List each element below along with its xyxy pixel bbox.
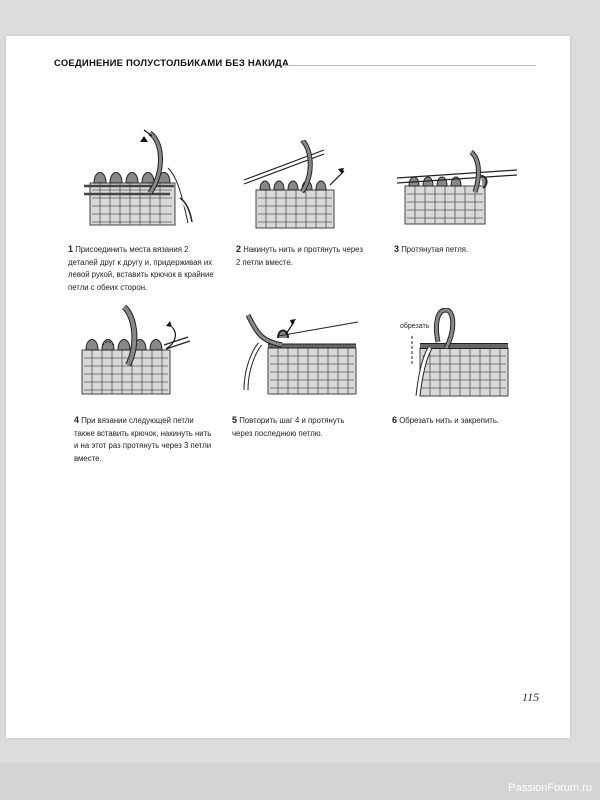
- step-2-illustration: [240, 140, 360, 235]
- step-1-illustration: [80, 128, 205, 233]
- step-4-caption: [74, 414, 214, 465]
- step-3-illustration: [395, 150, 520, 230]
- watermark: PassionForum.ru: [508, 782, 592, 794]
- step-5-caption: [232, 414, 364, 440]
- step-4-illustration: [74, 305, 199, 400]
- step-6-number: 6: [392, 415, 398, 425]
- step-1-number: 1: [68, 244, 74, 254]
- step-3-text: Протянутая петля.: [401, 245, 469, 254]
- page-title: СОЕДИНЕНИЕ ПОЛУСТОЛБИКАМИ БЕЗ НАКИДА: [54, 58, 290, 69]
- step-5-illustration: [238, 310, 363, 400]
- step-4-text: При вязании следующей петли также вставить крючок, накинуть нить и на этот раз протянуть через 3 петли вместе.: [74, 416, 212, 463]
- step-3-caption: [394, 243, 524, 257]
- step-5-number: 5: [232, 415, 238, 425]
- cut-label: обрезать: [400, 323, 430, 330]
- step-1-caption: [68, 243, 218, 294]
- step-3-number: 3: [394, 244, 400, 254]
- step-2-caption: [236, 243, 364, 269]
- step-5-text: Повторить шаг 4 и протянуть через последнюю петлю.: [232, 416, 345, 438]
- title-rule: [282, 65, 536, 66]
- step-2-text: Накинуть нить и протянуть через 2 петли вместе.: [236, 245, 363, 267]
- step-2-number: 2: [236, 244, 242, 254]
- step-6-caption: [392, 414, 532, 428]
- bottom-strip: [0, 762, 600, 800]
- step-6-text: Обрезать нить и закрепить.: [399, 416, 500, 425]
- step-1-text: Присоединить места вязания 2 деталей друг к другу и, придерживая их левой рукой, вставить крючок в крайние петли с обеих сторон.: [68, 245, 214, 292]
- step-6-illustration: [398, 308, 523, 403]
- page-number: 115: [522, 690, 540, 704]
- step-4-number: 4: [74, 415, 80, 425]
